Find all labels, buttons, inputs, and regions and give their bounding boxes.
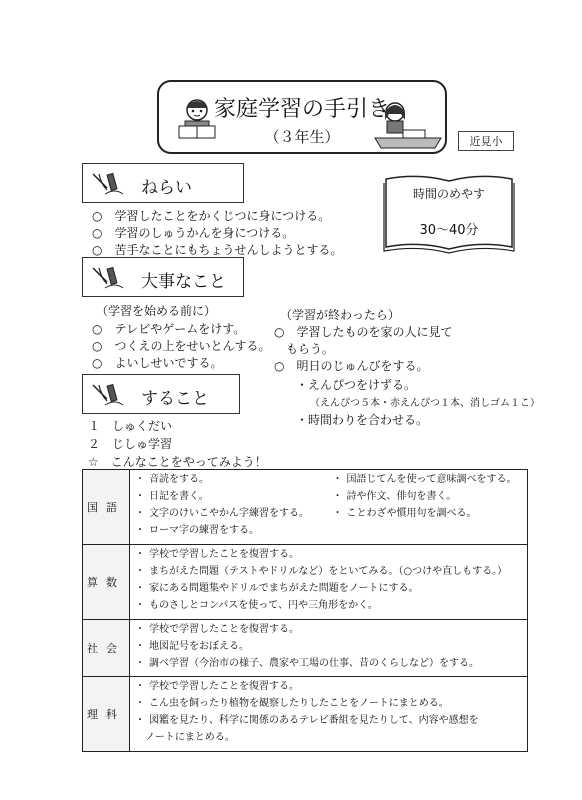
section-aim-header [82, 163, 244, 203]
pencil-icon [91, 381, 125, 409]
subject-activities [130, 545, 528, 620]
subject-name: 国語 [83, 470, 130, 545]
after-item-cont: もらう。 [286, 342, 335, 356]
todo-item: １ しゅくだい [88, 419, 173, 433]
subject-name: 理科 [83, 677, 130, 752]
subject-row-sansu [83, 545, 528, 620]
todo-item: ２ じしゅ学習 [88, 437, 173, 451]
activity: ・ ことわざや慣用句を調べる。 [329, 505, 527, 522]
after-subitem: ・えんぴつをけずる。 [296, 378, 417, 392]
after-item: ○ 学習したものを家の人に見て [274, 325, 453, 339]
section-aim-title: ねらい [141, 178, 192, 198]
after-heading: （学習が終わったら） [280, 308, 400, 322]
page-title: 家庭学習の手引き [213, 97, 390, 122]
before-item: ○ つくえの上をせいとんする。 [92, 339, 271, 353]
before-item: ○ よいしせいでする。 [92, 356, 223, 370]
aim-item: ○ 学習のしゅうかんを身につける。 [92, 226, 295, 240]
before-item: ○ テレビやゲームをけす。 [92, 322, 246, 336]
subject-row-shakai [83, 620, 528, 677]
aim-item: ○ 苦手なことにもちょうせんしようとする。 [92, 243, 343, 257]
section-important-title: 大事なこと [141, 272, 226, 292]
subject-name: 社会 [83, 620, 130, 677]
activity: ・ 国語じてんを使って意味調べをする。 [329, 471, 527, 488]
activity: ・ こん虫を飼ったり植物を観察したりしたことをノートにまとめる。 [131, 695, 526, 712]
pencil-icon [91, 264, 125, 292]
activity: ・ 学校で学習したことを復習する。 [131, 621, 526, 638]
after-item: ○ 明日のじゅんびをする。 [274, 359, 429, 373]
subject-activities [130, 620, 528, 677]
title-box [157, 80, 447, 154]
activity: ・ 音読をする。 [131, 471, 329, 488]
activity: ・ まちがえた問題（テストやドリルなど）をといてみる。（○つけや直しもする。） [131, 563, 526, 580]
section-important-header [82, 257, 244, 297]
subject-activities [130, 677, 528, 752]
aim-item: ○ 学習したことをかくじつに身につける。 [92, 209, 331, 223]
activity: ・ 日記を書く。 [131, 488, 329, 505]
todo-item: ☆ こんなことをやってみよう！ [88, 455, 267, 469]
activity: ・ 家にある問題集やドリルでまちがえた問題をノートにする。 [131, 580, 526, 597]
pencil-icon [91, 170, 125, 198]
subject-activities [130, 470, 528, 545]
after-subitem: ・時間わりを合わせる。 [296, 413, 429, 427]
activity-cont: ノートにまとめる。 [145, 732, 235, 743]
activity: ・ 学校で学習したことを復習する。 [131, 678, 526, 695]
activity: ・ 調べ学習（今治市の様子、農家や工場の仕事、昔のくらしなど）をする。 [131, 655, 526, 672]
activity: ・ ローマ字の練習をする。 [131, 522, 526, 539]
activity: ・ ものさしとコンパスを使って、円や三角形をかく。 [131, 597, 526, 614]
school-name: 近見小 [458, 131, 514, 151]
activity: ・ 詩や作文、俳句を書く。 [329, 488, 527, 505]
after-subitem-note: （えんぴつ５本・赤えんぴつ１本、消しゴム１こ） [310, 398, 540, 409]
time-guide-box [382, 173, 516, 255]
section-todo-title: すること [141, 389, 209, 409]
subject-row-rika [83, 677, 528, 752]
subjects-table [82, 469, 528, 752]
time-guide-value: 30〜40分 [419, 223, 479, 238]
grade-label: （３年生） [264, 128, 340, 146]
before-heading: （学習を始める前に） [96, 304, 217, 318]
activity: ・ 図鑑を見たり、科学に関係のあるテレビ番組を見たりして、内容や感想を [131, 712, 526, 729]
subject-row-kokugo [83, 470, 528, 545]
subject-name: 算数 [83, 545, 130, 620]
activity: ・ 地図記号をおぼえる。 [131, 638, 526, 655]
time-guide-label: 時間のめやす [412, 187, 485, 201]
activity: ・ 文字のけいこやかん字練習をする。 [131, 505, 329, 522]
activity: ・ 学校で学習したことを復習する。 [131, 546, 526, 563]
section-todo-header [82, 374, 240, 414]
